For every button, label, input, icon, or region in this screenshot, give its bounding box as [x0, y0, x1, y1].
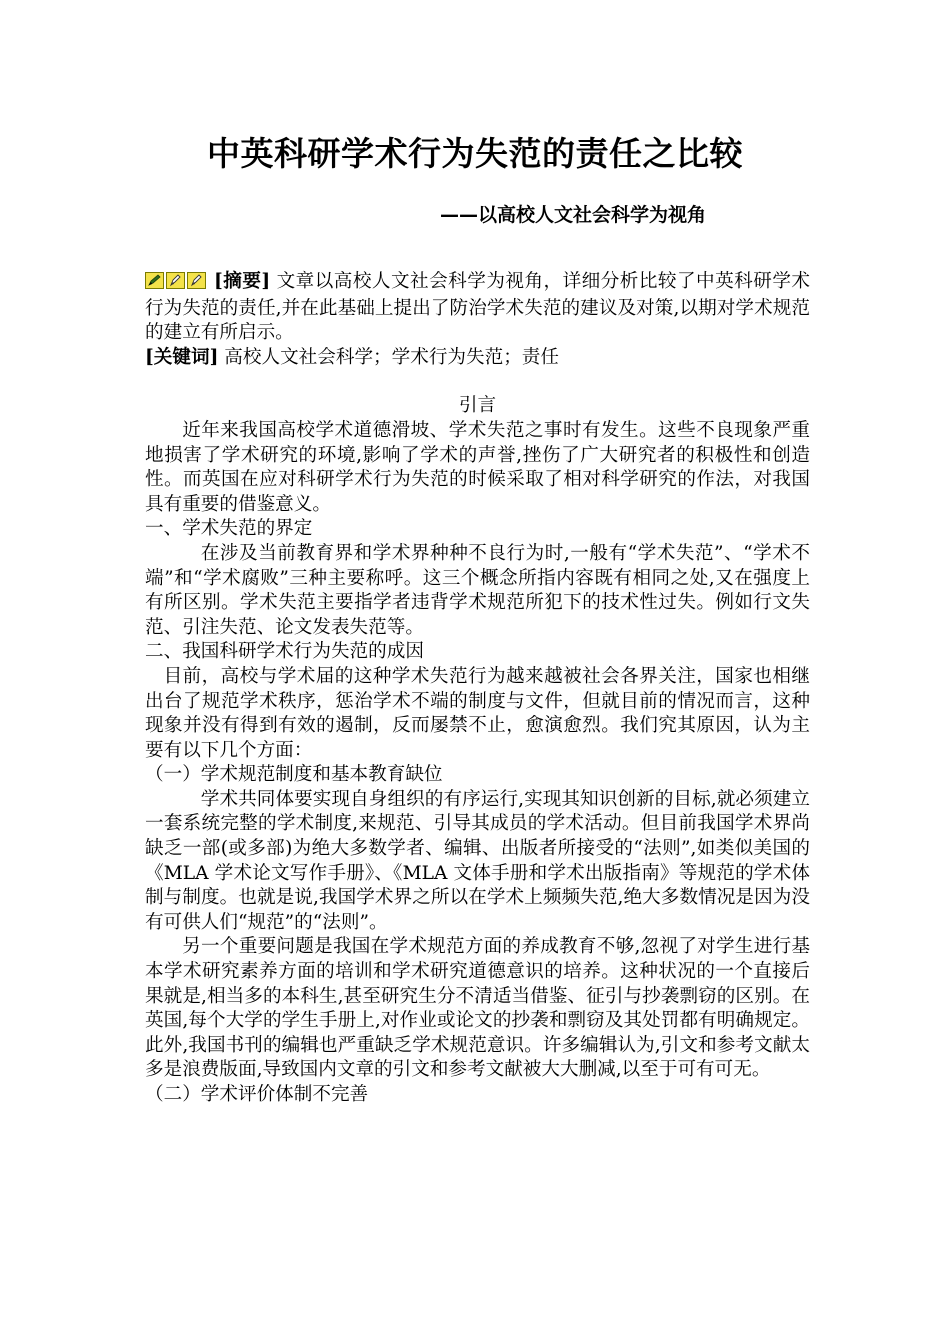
abstract-label: [摘要]: [214, 271, 271, 292]
document-title: 中英科研学术行为失范的责任之比较: [207, 134, 743, 173]
keywords-label: [关键词]: [145, 346, 219, 368]
spacer: [145, 370, 810, 394]
edit-icon[interactable]: [187, 272, 206, 289]
intro-paragraph: 近年来我国高校学术道德滑坡、学术失范之事时有发生。这些不良现象严重地损害了学术研究的环境,影响了学术的声誉,挫伤了广大研究者的积极性和创造性。而英国在应对科研学术行为失范的时候采取了相对科学研究的作法，对我国具有重要的借鉴意义。: [145, 419, 810, 515]
subsection2-heading: （二）学术评价体制不完善: [145, 1084, 369, 1105]
section1-paragraph: 在涉及当前教育界和学术界种种不良行为时,一般有“学术失范”、“学术不端”和“学术腐败”三种主要称呼。这三个概念所指内容既有相同之处,又在强度上有所区别。学术失范主要指学者违背学术规范所犯下的技术性过失。例如行文失范、引注失范、论文发表失范等。: [145, 542, 810, 638]
toolbar-icons: [145, 272, 208, 297]
keywords-paragraph: [145, 346, 810, 371]
document-body: [145, 270, 810, 1108]
subsection1-paragraph-1: 学术共同体要实现自身组织的有序运行,实现其知识创新的目标,就必须建立一套系统完整的学术制度,来规范、引导其成员的学术活动。但目前我国学术界尚缺乏一部(或多部)为绝大多数学者、编辑、出版者所接受的“法则”,如类似美国的《MLA 学术论文写作手册》、《MLA 文体手册和学术出版指南》等规范的学术体制与制度。也就是说,我国学术界之所以在学术上频频失范,绝大多数情况是因为没有可供人们“规范”的“法则”。: [145, 788, 810, 933]
section2-paragraph: 目前，高校与学术届的这种学术失范行为越来越被社会各界关注，国家也相继出台了规范学术秩序，惩治学术不端的制度与文件，但就目前的情况而言，这种现象并没有得到有效的遏制，反而屡禁不止，愈演愈烈。我们究其原因，认为主要有以下几个方面：: [145, 665, 810, 761]
subsection1-heading: （一）学术规范制度和基本教育缺位: [145, 764, 443, 786]
document-subtitle: ——以高校人文社会科学为视角: [440, 204, 707, 226]
abstract-paragraph: [145, 270, 810, 346]
intro-heading: 引言: [458, 395, 497, 417]
keywords-text: 高校人文社会科学；学术行为失范；责任: [218, 346, 559, 368]
abstract-text: 文章以高校人文社会科学为视角，详细分析比较了中英科研学术行为失范的责任,并在此基础上提出了防治学术失范的建议及对策,以期对学术规范的建立有所启示。: [145, 271, 810, 344]
pencil-icon[interactable]: [145, 272, 164, 289]
edit-icon[interactable]: [166, 272, 185, 289]
section2-heading: 二、我国科研学术行为失范的成因: [145, 641, 424, 663]
subsection1-paragraph-2: 另一个重要问题是我国在学术规范方面的养成教育不够,忽视了对学生进行基本学术研究素养方面的培训和学术研究道德意识的培养。这种状况的一个直接后果就是,相当多的本科生,甚至研究生分不清适当借鉴、征引与抄袭剽窃的区别。在英国,每个大学的学生手册上,对作业或论文的抄袭和剽窃及其处罚都有明确规定。此外,我国书刊的编辑也严重缺乏学术规范意识。许多编辑认为,引文和参考文献太多是浪费版面,导致国内文章的引文和参考文献被大大删减,以至于可有可无。: [145, 936, 810, 1081]
section1-heading: 一、学术失范的界定: [145, 518, 313, 540]
